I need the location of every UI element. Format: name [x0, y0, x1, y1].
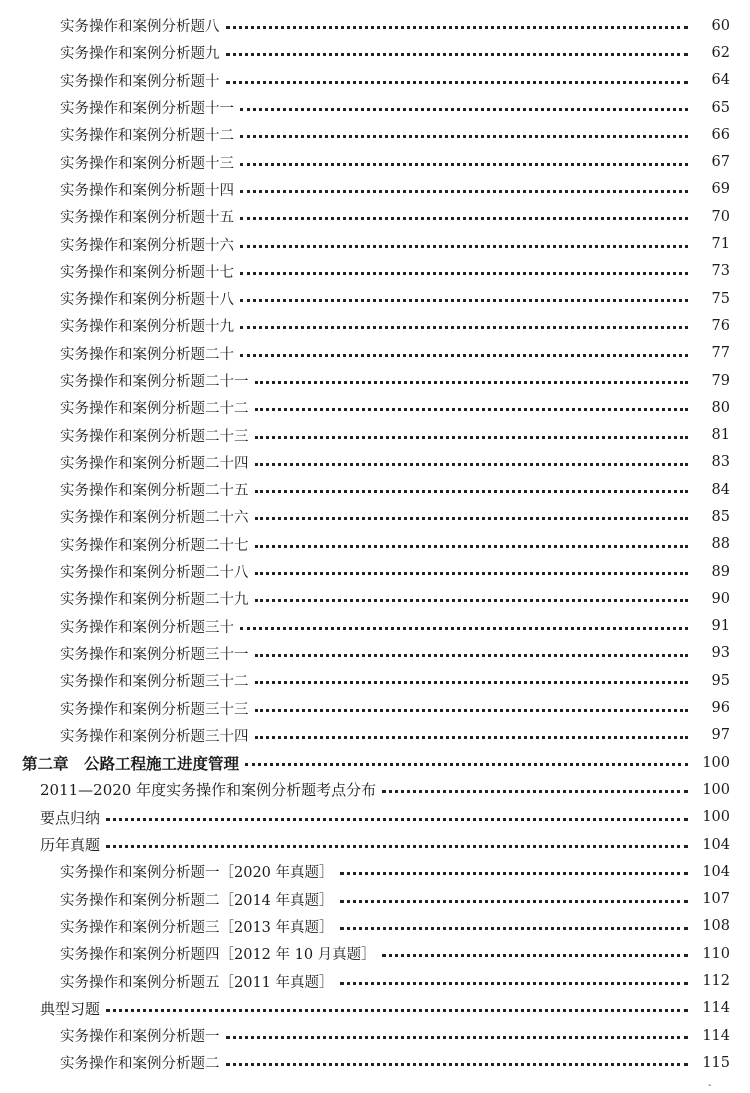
toc-entry-page-number: 96 [711, 700, 730, 717]
toc-section-entry[interactable] [0, 804, 750, 831]
toc-entry-page-number: 114 [702, 1027, 730, 1044]
toc-entry-title: 实务操作和案例分析题十六 [60, 237, 234, 254]
dot-leader [240, 272, 688, 275]
dot-leader [255, 381, 689, 384]
toc-item-entry[interactable] [0, 503, 750, 530]
toc-item-entry[interactable] [0, 394, 750, 421]
toc-item-entry[interactable] [0, 285, 750, 312]
toc-entry-title: 实务操作和案例分析题三十二 [60, 674, 249, 691]
toc-entry-title: 实务操作和案例分析题二［2014 年真题］ [60, 892, 334, 909]
toc-item-entry[interactable] [0, 913, 750, 940]
toc-entry-title: 实务操作和案例分析题二十六 [60, 510, 249, 527]
toc-entry-title: 实务操作和案例分析题五［2011 年真题］ [60, 974, 334, 991]
toc-item-entry[interactable] [0, 531, 750, 558]
toc-entry-title: 实务操作和案例分析题十七 [60, 264, 234, 281]
toc-item-entry[interactable] [0, 940, 750, 967]
toc-entry-title: 2011—2020 年度实务操作和案例分析题考点分布 [40, 781, 377, 800]
dot-leader [255, 490, 689, 493]
toc-entry-page-number: 100 [702, 809, 730, 826]
toc-item-entry[interactable] [0, 421, 750, 448]
toc-section-entry[interactable] [0, 776, 750, 803]
toc-item-entry[interactable] [0, 148, 750, 175]
toc-entry-title: 实务操作和案例分析题二十一 [60, 374, 249, 390]
dot-leader [382, 954, 688, 957]
dot-leader [240, 163, 688, 166]
toc-entry-page-number: 71 [711, 236, 730, 253]
toc-entry-title: 实务操作和案例分析题十二 [60, 128, 234, 145]
toc-item-entry[interactable] [0, 1022, 750, 1049]
toc-entry-page-number: 62 [711, 44, 730, 61]
toc-item-entry[interactable] [0, 67, 750, 94]
toc-entry-title: 实务操作和案例分析题十三 [60, 155, 234, 172]
toc-item-entry[interactable] [0, 230, 750, 257]
dot-leader [340, 872, 688, 875]
toc-entry-title: 实务操作和案例分析题一 [60, 1029, 220, 1046]
dot-leader [226, 26, 689, 29]
toc-entry-page-number: 73 [711, 263, 730, 280]
dot-leader [255, 709, 689, 712]
toc-entry-page-number: 89 [711, 563, 730, 580]
toc-entry-title: 实务操作和案例分析题三十三 [60, 701, 249, 718]
dot-leader [240, 299, 688, 302]
toc-entry-title: 实务操作和案例分析题三十四 [60, 728, 249, 745]
toc-entry-title: 实务操作和案例分析题三［2013 年真题］ [60, 919, 334, 936]
toc-entry-title: 实务操作和案例分析题十八 [60, 292, 234, 309]
toc-item-entry[interactable] [0, 694, 750, 721]
dot-leader [255, 736, 689, 739]
toc-entry-title: 实务操作和案例分析题二十二 [60, 401, 249, 418]
page-number-mark: - [708, 1080, 712, 1091]
dot-leader [255, 572, 689, 575]
toc-item-entry[interactable] [0, 667, 750, 694]
toc-entry-page-number: 85 [711, 508, 730, 525]
dot-leader [240, 354, 688, 357]
toc-entry-page-number: 83 [711, 454, 730, 471]
toc-entry-title: 历年真题 [40, 836, 101, 855]
toc-item-entry[interactable] [0, 39, 750, 66]
dot-leader [240, 326, 688, 329]
toc-entry-title: 要点归纳 [40, 808, 101, 827]
toc-item-entry[interactable] [0, 585, 750, 612]
toc-item-entry[interactable] [0, 886, 750, 913]
dot-leader [255, 545, 689, 548]
toc-entry-page-number: 80 [711, 399, 730, 416]
toc-entry-page-number: 84 [711, 481, 730, 498]
toc-entry-page-number: 76 [711, 317, 730, 334]
toc-entry-page-number: 88 [711, 536, 730, 553]
toc-entry-title: 实务操作和案例分析题二十九 [60, 592, 249, 609]
toc-entry-page-number: 65 [711, 99, 730, 116]
toc-entry-title: 实务操作和案例分析题一［2020 年真题］ [60, 865, 334, 882]
dot-leader [255, 654, 689, 657]
dot-leader [226, 53, 689, 56]
toc-entry-title: 实务操作和案例分析题十九 [60, 319, 234, 336]
dot-leader [106, 845, 688, 848]
toc-entry-title: 实务操作和案例分析题二十 [60, 346, 234, 363]
toc-entry-page-number: 67 [711, 154, 730, 171]
toc-entry-page-number: 90 [711, 590, 730, 607]
toc-entry-page-number: 95 [711, 672, 730, 689]
toc-entry-page-number: 91 [711, 618, 730, 635]
toc-entry-title: 实务操作和案例分析题二十五 [60, 483, 249, 500]
toc-entry-page-number: 100 [702, 754, 730, 771]
toc-entry-title: 实务操作和案例分析题二十四 [60, 455, 249, 472]
toc-entry-page-number: 70 [711, 208, 730, 225]
toc-entry-page-number: 114 [702, 1000, 730, 1017]
dot-leader [255, 681, 689, 684]
dot-leader [340, 927, 688, 930]
dot-leader [255, 599, 689, 602]
toc-entry-page-number: 110 [702, 945, 730, 962]
toc-item-entry[interactable] [0, 203, 750, 230]
dot-leader [340, 982, 688, 985]
toc-entry-page-number: 104 [702, 863, 730, 880]
toc-item-entry[interactable] [0, 722, 750, 749]
toc-item-entry[interactable] [0, 640, 750, 667]
toc-entry-title: 第二章 公路工程施工进度管理 [22, 753, 240, 773]
toc-entry-page-number: 104 [702, 836, 730, 853]
toc-entry-page-number: 77 [711, 345, 730, 362]
toc-entry-title: 实务操作和案例分析题二十七 [60, 537, 249, 554]
toc-entry-title: 实务操作和案例分析题三十 [60, 619, 234, 636]
toc-entry-page-number: 81 [711, 427, 730, 444]
dot-leader [255, 517, 689, 520]
toc-entry-page-number: 115 [702, 1054, 730, 1071]
toc-item-entry[interactable] [0, 258, 750, 285]
toc-entry-page-number: 64 [711, 72, 730, 89]
toc-item-entry[interactable] [0, 12, 750, 39]
toc-item-entry[interactable] [0, 449, 750, 476]
dot-leader [340, 900, 688, 903]
dot-leader [255, 436, 689, 439]
toc-entry-title: 实务操作和案例分析题二十三 [60, 428, 249, 445]
dot-leader [106, 1009, 688, 1012]
toc-item-entry[interactable] [0, 858, 750, 885]
dot-leader [240, 627, 688, 630]
toc-item-entry[interactable] [0, 476, 750, 503]
dot-leader [240, 108, 688, 111]
dot-leader [226, 1036, 689, 1039]
toc-entry-page-number: 100 [702, 781, 730, 798]
toc-entry-page-number: 69 [711, 181, 730, 198]
toc-entry-title: 实务操作和案例分析题三十一 [60, 646, 249, 663]
toc-entry-title: 典型习题 [40, 999, 101, 1018]
toc-entry-title: 实务操作和案例分析题十四 [60, 182, 234, 199]
dot-leader [255, 463, 689, 466]
dot-leader [106, 818, 688, 821]
toc-chapter-entry[interactable] [0, 749, 750, 776]
dot-leader [240, 190, 688, 193]
dot-leader [226, 1063, 689, 1066]
toc-item-entry[interactable] [0, 1049, 750, 1076]
toc-entry-title: 实务操作和案例分析题十五 [60, 210, 234, 227]
toc-item-entry[interactable] [0, 558, 750, 585]
dot-leader [226, 81, 689, 84]
table-of-contents [0, 12, 750, 1077]
toc-entry-title: 实务操作和案例分析题八 [60, 19, 220, 36]
toc-entry-page-number: 112 [702, 973, 730, 990]
toc-item-entry[interactable] [0, 367, 750, 394]
toc-entry-page-number: 108 [702, 918, 730, 935]
toc-entry-title: 实务操作和案例分析题二 [60, 1056, 220, 1073]
toc-item-entry[interactable] [0, 121, 750, 148]
toc-entry-page-number: 75 [711, 290, 730, 307]
dot-leader [240, 135, 688, 138]
toc-entry-title: 实务操作和案例分析题十 [60, 73, 220, 90]
toc-item-entry[interactable] [0, 613, 750, 640]
toc-entry-page-number: 107 [702, 891, 730, 908]
toc-item-entry[interactable] [0, 340, 750, 367]
toc-item-entry[interactable] [0, 967, 750, 994]
toc-item-entry[interactable] [0, 94, 750, 121]
toc-entry-page-number: 79 [711, 372, 730, 389]
toc-entry-page-number: 93 [711, 645, 730, 662]
toc-entry-title: 实务操作和案例分析题十一 [60, 101, 234, 118]
toc-section-entry[interactable] [0, 831, 750, 858]
toc-entry-title: 实务操作和案例分析题二十八 [60, 565, 249, 582]
toc-entry-title: 实务操作和案例分析题四［2012 年 10 月真题］ [60, 947, 376, 964]
dot-leader [240, 217, 688, 220]
toc-entry-page-number: 60 [711, 17, 730, 34]
dot-leader [255, 408, 689, 411]
toc-entry-title: 实务操作和案例分析题九 [60, 46, 220, 63]
toc-section-entry[interactable] [0, 995, 750, 1022]
dot-leader [382, 790, 688, 793]
dot-leader [245, 763, 688, 766]
toc-entry-page-number: 97 [711, 727, 730, 744]
toc-item-entry[interactable] [0, 312, 750, 339]
dot-leader [240, 245, 688, 248]
toc-item-entry[interactable] [0, 176, 750, 203]
toc-entry-page-number: 66 [711, 126, 730, 143]
